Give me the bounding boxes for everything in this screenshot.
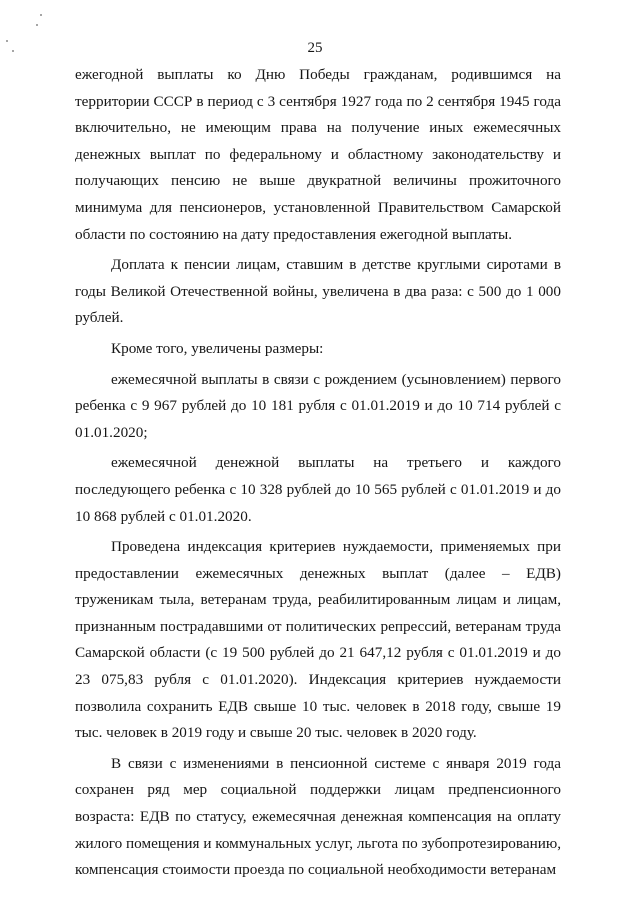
paragraph-first-child-payment: ежемесячной выплаты в связи с рождением (усыновлением) первого ребенка с 9 967 рублей до 10 181 рубля с 01.01.2019 и до 10 714 рублей с 01.01.2020; bbox=[75, 370, 561, 441]
paragraph-increased-sizes: Кроме того, увеличены размеры: bbox=[111, 339, 324, 357]
scan-artifact bbox=[36, 24, 38, 26]
paragraph-orphans-pension: Доплата к пенсии лицам, ставшим в детстве круглыми сиротами в годы Великой Отечественной войны, увеличена в два раза: с 500 до 1 000 рублей. bbox=[75, 256, 561, 327]
document-body bbox=[75, 62, 561, 884]
page-number: 25 bbox=[307, 40, 323, 56]
paragraph-pension-reform: В связи с изменениями в пенсионной системе с января 2019 года сохранен ряд мер социальной поддержки лицам предпенсионного возраста: ЕДВ по статусу, ежемесячная денежная компенсация на оплату жилого помещения и коммунальных услуг, льгота по зубопротезированию, компенсация стоимости проезда по социальной необходимости ветеранам bbox=[75, 754, 561, 879]
paragraph-third-child-payment: ежемесячной денежной выплаты на третьего и каждого последующего ребенка с 10 328 рублей до 10 565 рублей с 01.01.2019 и до 10 868 рублей с 01.01.2020. bbox=[75, 454, 561, 525]
paragraph-indexation: Проведена индексация критериев нуждаемости, применяемых при предоставлении ежемесячных денежных выплат (далее – ЕДВ) труженикам тыла, ветеранам труда, реабилитированным лицам и лицам, признанным пострадавшими от политических репрессий, ветеранам труда Самарской области (с 19 500 рублей до 21 647,12 рубля с 01.01.2019 и до 23 075,83 рубля с 01.01.2020). Индексация критериев нуждаемости позволила сохранить ЕДВ свыше 10 тыс. человек в 2018 году, свыше 19 тыс. человек в 2019 году и свыше 20 тыс. человек в 2020 году. bbox=[75, 538, 561, 742]
paragraph-continuation: ежегодной выплаты ко Дню Победы гражданам, родившимся на территории СССР в период с 3 сентября 1927 года по 2 сентября 1945 года включительно, не имеющим права на получение иных ежемесячных денежных выплат по федеральному и областному законодательству и получающих пенсию не выше двукратной величины прожиточного минимума для пенсионеров, установленной Правительством Самарской области по состоянию на дату предоставления ежегодной выплаты. bbox=[75, 66, 561, 243]
scan-artifact bbox=[40, 14, 42, 16]
